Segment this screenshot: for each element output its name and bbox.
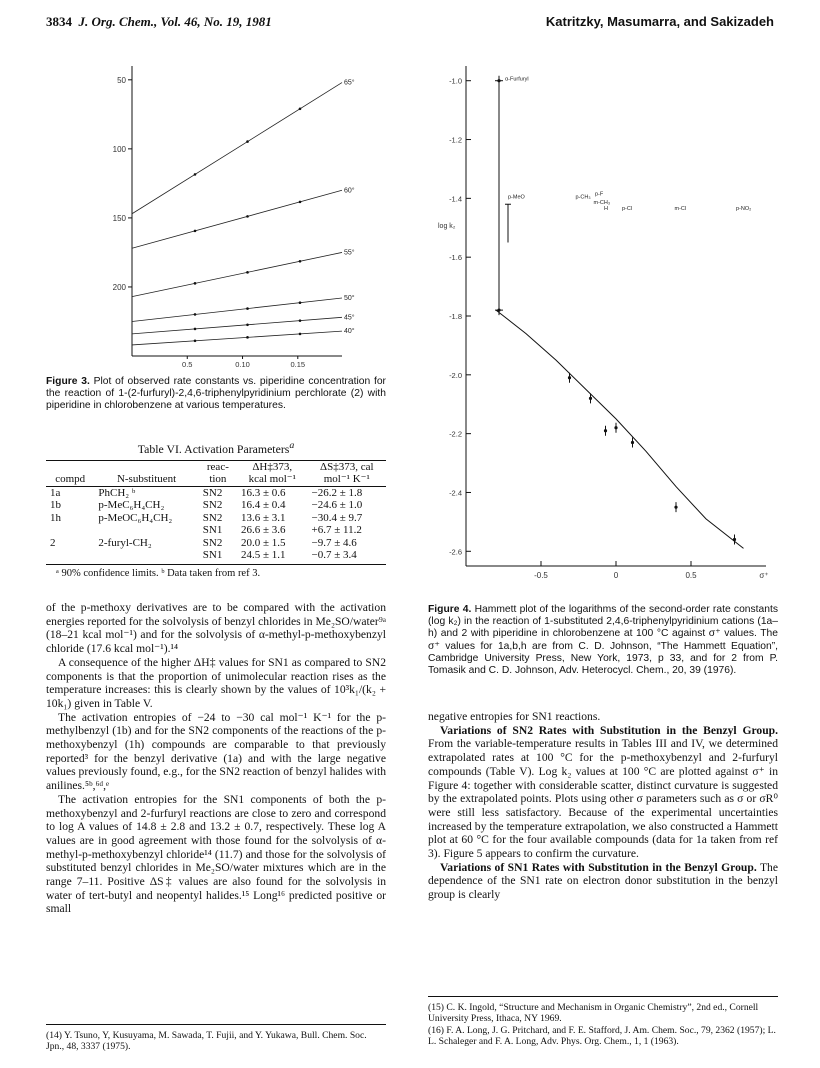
compd-cell: 1b xyxy=(50,499,61,512)
data-point xyxy=(568,376,571,379)
x-tick-label: 0 xyxy=(613,571,619,580)
dS-cell: −26.2 ± 1.8 xyxy=(311,486,363,499)
data-point xyxy=(194,313,197,316)
substituent-label: m-Cl xyxy=(674,206,687,213)
line-label: 50° xyxy=(344,295,355,302)
footnote-16: (16) F. A. Long, J. G. Pritchard, and F. E. Stafford, J. Am. Chem. Soc., 79, 2362 (1957); L. L. Schaleger and F. A. Long, Adv. Phys. Org. Chem., 1, 1 (1963). xyxy=(428,1024,776,1047)
dS-cell: −0.7 ± 3.4 xyxy=(311,549,357,562)
data-point xyxy=(246,307,249,310)
data-point xyxy=(589,397,592,400)
line-label: 55° xyxy=(344,249,355,257)
substituent-cell: p-MeOC₆H₄CH₂ xyxy=(98,511,173,524)
data-point xyxy=(194,340,197,343)
dS-cell: −30.4 ± 9.7 xyxy=(311,511,363,524)
table-6-footnote: ᵃ 90% confidence limits. ᵇ Data taken from ref 3. xyxy=(56,567,261,579)
figure-3-plot xyxy=(112,56,362,374)
data-point xyxy=(299,201,302,204)
table-header-row-2: compd N-substituent tion kcal mol⁻¹ mol⁻¹ K⁻¹ xyxy=(46,473,386,486)
section-heading-sn1: Variations of SN1 Rates with Substitution in the Benzyl Group. xyxy=(440,860,757,874)
section-paragraph-sn2: Variations of SN2 Rates with Substitution in the Benzyl Group. From the variable-temperature results in Tables III and IV, we determined extrapolated rates at 100 °C for the p-methoxybenzyl and 2-furfuryl compounds (Table V). Log k₂ values at 100 °C are plotted against σ⁺ in Figure 4: together with considerable scatter, distinct curvature is suggested by the extrapolated points. Plots using other σ parameters such as σ or σR⁰ were still less satisfactory. Because of the experimental uncertainties increased by the temperature extrapolation, we also constructed a Hammett plot at 60 °C for the four available compounds (data for 1a taken from ref 3). Figure 5 appears to confirm the curvature. xyxy=(428,723,778,861)
substituent-label: p-NO₂ xyxy=(736,206,752,213)
activation-parameters-table xyxy=(46,460,386,562)
y-tick-label: 100 xyxy=(112,144,126,154)
journal-citation: J. Org. Chem., Vol. 46, No. 19, 1981 xyxy=(78,14,272,29)
data-point xyxy=(194,328,197,331)
dS-cell: +6.7 ± 11.2 xyxy=(311,524,362,537)
footnote-15: (15) C. K. Ingold, “Structure and Mechanism in Organic Chemistry”, 2nd ed., Cornell University Press, Ithaca, NY 1969. xyxy=(428,1002,759,1025)
compd-cell xyxy=(46,549,94,562)
paragraph: of the p-methoxy derivatives are to be compared with the activation energies reported for the solvolysis of benzyl chlorides in Me₂SO/water⁹ᵃ (18–21 kcal mol⁻¹) and for the solvolysis of α-methyl-p-methoxybenzyl chloride (17.6 kcal mol⁻¹).¹⁴ xyxy=(46,601,386,656)
data-point xyxy=(497,309,500,312)
substituent-label: H xyxy=(604,206,608,213)
y-tick-label: -2.6 xyxy=(449,547,462,557)
data-point xyxy=(246,140,249,143)
dH-cell: 13.6 ± 3.1 xyxy=(241,511,286,524)
rate-line-0 xyxy=(132,83,342,214)
rate-line-2 xyxy=(132,252,342,296)
x-axis-label: σ⁺ xyxy=(759,571,769,580)
dS-cell: −9.7 ± 4.6 xyxy=(311,536,357,549)
line-label: 60° xyxy=(344,187,355,195)
substituent-cell: p-MeC₆H₄CH₂ xyxy=(98,499,165,512)
data-point xyxy=(299,301,302,304)
reaction-cell: SN2 xyxy=(202,511,223,524)
footnotes-right xyxy=(428,996,778,1047)
right-column-text xyxy=(428,710,778,902)
y-axis-label: log k₂ xyxy=(438,222,456,230)
y-tick-label: -1.0 xyxy=(449,76,462,86)
paragraph: The activation entropies of −24 to −30 cal mol⁻¹ K⁻¹ for the p-methylbenzyl (1b) and for the SN2 components of the reactions of the p-methoxybenzyl (1h) compounds are comparable to that previously reported³ for the benzyl derivative (1a) and with the large negative values previously found, e.g., for the SN2 reaction of benzyl halides with anilines.⁵ᵇ,⁶ᵈ,ᵉ xyxy=(46,710,386,793)
footnote-14: (14) Y. Tsuno, Y, Kusuyama, M. Sawada, T. Fujii, and Y. Yukawa, Bull. Chem. Soc. Jpn., 48, 3337 (1975). xyxy=(46,1024,386,1053)
y-tick-label: 150 xyxy=(112,213,126,223)
table-6-title: Table VI. Activation Parameters$^a$ xyxy=(137,440,295,456)
rate-line-5 xyxy=(132,331,342,345)
dH-cell: 16.4 ± 0.4 xyxy=(241,499,286,512)
data-point xyxy=(246,271,249,274)
substituent-cell: 2-furyl-CH₂ xyxy=(98,536,152,549)
x-tick-label: -0.5 xyxy=(534,571,548,580)
y-tick-label: -1.2 xyxy=(449,135,462,145)
figure-4-caption-text: Hammett plot of the logarithms of the second-order rate constants (log k₂) in the reaction of 1-substituted 2,4,6-triphenylpyridinium cations (1a–h) and 2 with piperidine in chlorobenzene at 100 °C against σ⁺ values. The σ⁺ values for 1a,b,h are from C. D. Johnson, “The Hammett Equation”, Cambridge University Press, New York, 1973, p 33, and for 2 from P. Tomasik and C. D. Johnson, Adv. Heterocycl. Chem., 20, 39 (1976). xyxy=(428,604,778,677)
dH-cell: 26.6 ± 3.6 xyxy=(241,524,286,537)
dH-cell: 16.3 ± 0.6 xyxy=(241,486,286,499)
paragraph: The activation entropies for the SN1 components of both the p-methoxybenzyl and 2-furfuryl reactions are close to zero and correspond to log A values of 14.8 ± 2.8 and 13.2 ± 0.7, respectively. These log A values are in good agreement with those found for the solvolysis of α-methyl-p-methoxybenzyl chloride¹⁴ (11.7) and those for the solvolysis of substituted benzyl chlorides in Me₂SO/water mixtures which are in the range 7–11. Positive ΔS‡ values are also found for the solvolysis in water of tert-butyl and neopentyl halides.¹⁵ Long¹⁶ predicted positive or small xyxy=(46,792,386,916)
table-row xyxy=(46,524,386,537)
data-point xyxy=(733,538,736,541)
figure-3-label: Figure 3. xyxy=(46,376,90,387)
figure-3-caption-text: Plot of observed rate constants vs. piperidine concentration for the reaction of 1-(2-furfuryl)-2,4,6-triphenylpyridinium perchlorate (2) with piperidine in chlorobenzene at various temperatures. xyxy=(46,376,386,412)
data-point xyxy=(246,215,249,218)
dS-cell: −24.6 ± 1.0 xyxy=(311,499,363,512)
table-row xyxy=(46,537,386,550)
table-row xyxy=(46,512,386,525)
reaction-cell: SN2 xyxy=(202,486,223,499)
table-6 xyxy=(46,440,386,579)
substituent-label: p-F xyxy=(595,191,604,198)
substituent-label: p-Cl xyxy=(622,206,633,213)
line-label: 65° xyxy=(344,79,355,87)
data-point xyxy=(299,108,302,111)
line-label: 45° xyxy=(344,314,355,322)
data-point xyxy=(299,319,302,322)
data-point xyxy=(497,79,500,82)
y-tick-label: -1.8 xyxy=(449,312,462,321)
section-heading-sn2: Variations of SN2 Rates with Substitution in the Benzyl Group. xyxy=(440,723,778,737)
data-point xyxy=(194,230,197,233)
running-header-authors: Katritzky, Masumarra, and Sakizadeh xyxy=(545,14,774,29)
dH-cell: 20.0 ± 1.5 xyxy=(241,536,286,549)
y-tick-label: -2.0 xyxy=(449,370,462,380)
y-tick-label: 50 xyxy=(117,75,126,85)
data-point xyxy=(194,282,197,285)
figure-4-caption xyxy=(428,604,778,677)
paragraph: A consequence of the higher ΔH‡ values for SN1 as compared to SN2 components is that the proportion of unimolecular reaction rises as the temperature increases: this is clearly shown by the values of 10³k₁/(k₂ + 10k₁) given in Table V. xyxy=(46,655,386,710)
data-point xyxy=(246,323,249,326)
running-header-left xyxy=(46,14,272,30)
paragraph: negative entropies for SN1 reactions. xyxy=(428,710,601,723)
line-label: 40° xyxy=(344,328,355,336)
data-point xyxy=(299,333,302,336)
rate-line-3 xyxy=(132,298,342,321)
data-point xyxy=(614,426,617,429)
rate-line-4 xyxy=(132,317,342,334)
data-point xyxy=(631,441,634,444)
substituent-label: p-MeO xyxy=(508,194,525,201)
substituent-cell xyxy=(94,549,198,562)
reaction-cell: SN1 xyxy=(202,524,223,537)
substituent-label: m-CH₃ xyxy=(593,200,611,207)
section-paragraph-sn1: Variations of SN1 Rates with Substitution in the Benzyl Group. The dependence of the SN1 rate on electron donor substitution in the benzyl group is clearly xyxy=(428,860,778,902)
figure-4-label: Figure 4. xyxy=(428,604,472,615)
x-tick-label: 0.5 xyxy=(685,571,697,580)
y-tick-label: 200 xyxy=(112,282,126,292)
y-tick-label: -1.6 xyxy=(449,253,462,263)
data-point xyxy=(246,336,249,339)
fit-curve xyxy=(496,310,744,548)
data-point xyxy=(604,429,607,432)
table-row xyxy=(46,499,386,512)
figure-4-graphics xyxy=(438,66,769,580)
y-tick-label: -2.4 xyxy=(449,488,462,498)
x-tick-label: 0.10 xyxy=(235,360,250,369)
substituent-label: α-Furfuryl xyxy=(505,76,529,83)
compd-cell: 2 xyxy=(50,536,56,549)
reaction-cell: SN1 xyxy=(202,549,223,562)
data-point xyxy=(194,173,197,176)
table-row xyxy=(46,549,386,562)
x-tick-label: 0.15 xyxy=(290,360,306,369)
y-tick-label: -1.4 xyxy=(449,194,462,204)
x-tick-label: 0.5 xyxy=(182,360,193,369)
y-tick-label: -2.2 xyxy=(449,429,462,439)
figure-3-graphics xyxy=(113,66,355,369)
data-point xyxy=(299,260,302,263)
substituent-cell xyxy=(94,524,198,537)
compd-cell: 1h xyxy=(50,511,61,524)
table-row xyxy=(46,486,386,499)
substituent-cell: PhCH₂ ᵇ xyxy=(98,486,136,499)
left-column-text xyxy=(46,601,386,916)
compd-cell: 1a xyxy=(50,486,61,499)
substituent-label: p-CH₃ xyxy=(575,194,591,201)
reaction-cell: SN2 xyxy=(202,536,223,549)
dH-cell: 24.5 ± 1.1 xyxy=(241,549,286,562)
figure-4-plot xyxy=(436,56,776,606)
table-header-row-1: reac- ΔH‡373, ΔS‡373, cal xyxy=(46,460,386,473)
rate-line-1 xyxy=(132,190,342,248)
data-point xyxy=(674,506,677,509)
compd-cell xyxy=(46,524,94,537)
page-number: 3834 xyxy=(46,14,72,29)
figure-3-caption xyxy=(46,376,386,413)
reaction-cell: SN2 xyxy=(202,499,223,512)
